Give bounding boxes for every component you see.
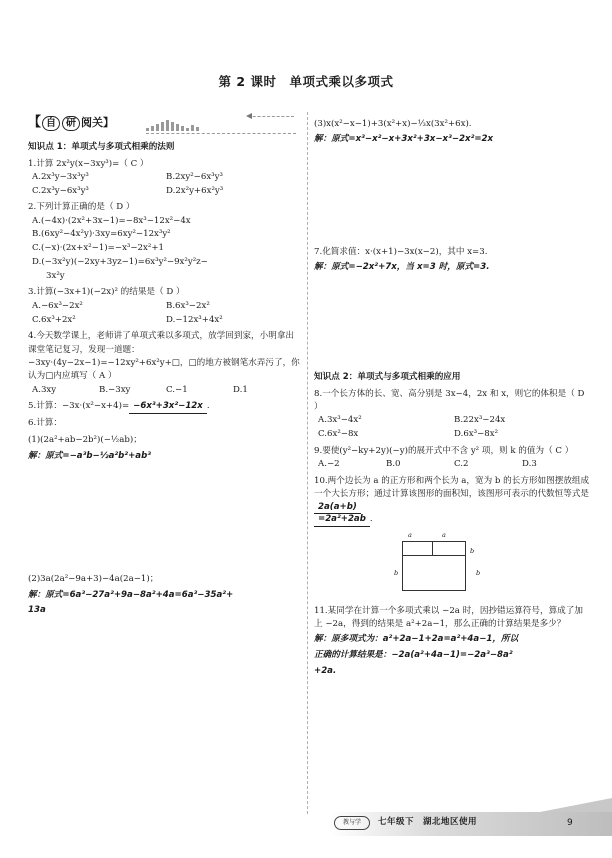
banner-pill-1: 自 <box>42 116 60 131</box>
right-column <box>314 112 590 682</box>
question-3: 3.计算(−3x+1)(−2x)² 的结果是（ D ） A.−6x³−2x² B.6x³−2x² C.6x³+2x² D.−12x³+4x² <box>28 286 300 327</box>
q6-part-1: (1)(2a²+ab−2b²)(−½ab)； <box>28 435 142 446</box>
q9-option-a: A.−2 <box>318 459 340 470</box>
q9-option-b: B.0 <box>386 459 401 470</box>
q4-option-c: C.−1 <box>166 384 188 395</box>
q10-answer-1: 2a(a+b) <box>314 502 361 515</box>
q9-option-d: D.3 <box>522 459 537 470</box>
q6-solution-1: 解：原式=−a³b−½a²b²+ab³ <box>28 450 151 461</box>
question-4: 4.今天数学课上，老师讲了单项式乘以多项式，放学回到家，小明拿出课堂笔记复习，发现一道题：−3xy·(4y−2x−1)=−12xy²+6x²y+□，□的地方被钢笔水弄污了，你认为□内应填写（ A ） A.3xy B.−3xy C.−1 D.1 <box>28 330 300 397</box>
q8-option-b: B.22x³−24x <box>454 415 506 426</box>
q4-option-b: B.−3xy <box>99 384 131 395</box>
q8-option-d: D.6x³−8x² <box>454 429 499 440</box>
banner-badge: 【 自 研 阅关】 <box>28 115 115 130</box>
figure-inner-rectangle <box>402 555 466 556</box>
q2-option-d-cont: 3x²y <box>46 270 65 281</box>
q4-option-a: A.3xy <box>32 384 57 395</box>
q2-option-c: C.(−x)·(2x+x²−1)=−x³−2x²+1 <box>32 243 164 254</box>
question-2: 2.下列计算正确的是（ D ） A.(−4x)·(2x²+3x−1)=−8x³−12x²−4x B.(6xy²−4x²y)·3xy=6xy²−12x³y² C.(−x)·(2x+x²−1)=−x³−2x²+1 D.(−3x²y)(−2xy+3yz−1)=6x³y²−9x²y²z− 3x²y <box>28 201 300 283</box>
q6-part-2: (2)3a(2a²−9a+3)−4a(2a−1)； <box>28 574 159 585</box>
q11-solution-2: 正确的计算结果是：−2a(a²+4a−1)=−2a³−8a² <box>314 650 513 661</box>
question-6: 6.计算： (1)(2a²+ab−2b²)(−½ab)； 解：原式=−a³b−½a²b²+ab³ (2)3a(2a²−9a+3)−4a(2a−1)； 解：原式=6a³−27a²+9a−8a²+4a=6a³−35a²+ 13a <box>28 417 300 618</box>
banner-bars-decoration <box>146 119 201 131</box>
footer-logo: 教与学 <box>334 816 370 830</box>
question-5: 5.计算：−3x·(x²−x+4)= −6x³+3x²−12x . <box>28 400 300 414</box>
q6-solution-2-cont: 13a <box>28 605 46 616</box>
q11-solution-1: 解：原多项式为：a²+2a−1+2a=a²+4a−1，所以 <box>314 634 519 645</box>
left-column <box>28 112 300 621</box>
banner-dashed-line <box>146 133 296 134</box>
question-6-part-3: (3)x(x²−x−1)+3(x²+x)−⅓x(3x²+6x). 解：原式=x³−x²−x+3x²+3x−x³−2x²=2x <box>314 118 590 147</box>
q7-solution: 解：原式=−2x²+7x，当 x=3 时，原式=3. <box>314 262 490 273</box>
q1-option-c: C.2x³y−6x³y³ <box>32 185 89 196</box>
section-heading-2: 知识点 2：单项式与多项式相乘的应用 <box>314 372 461 383</box>
q6-solution-3: 解：原式=x³−x²−x+3x²+3x−x³−2x²=2x <box>314 134 494 145</box>
figure-outer-rectangle <box>402 541 466 591</box>
section-banner <box>28 112 300 134</box>
question-10: 10.两个边长为 a 的正方形和两个长为 a，宽为 b 的长方形如图摆放组成一个大长方形；通过计算该图形的面积知，该图形可表示的代数恒等式是 2a(a+b) =2a²+2ab . a a b b b <box>314 475 590 601</box>
q2-option-a: A.(−4x)·(2x²+3x−1)=−8x³−12x²−4x <box>32 215 191 226</box>
question-1: 1.计算 2x²y(x−3xy³)=（ C ） A.2x³y−3x³y³ B.2xy²−6x³y³ C.2x³y−6x³y³ D.2x²y+6x²y³ <box>28 158 300 199</box>
q10-answer-2: =2a²+2ab <box>314 514 370 527</box>
q3-option-b: B.6x³−2x² <box>166 300 210 311</box>
page-number: 9 <box>567 818 573 828</box>
q2-option-d: D.(−3x²y)(−2xy+3yz−1)=6x³y²−9x²y²z− <box>32 256 208 267</box>
question-11: 11.某同学在计算一个多项式乘以 −2a 时，因抄错运算符号，算成了加上 −2a，得到的结果是 a²+2a−1，那么正确的计算结果是多少？ 解：原多项式为：a²+2a−1+2a=a²+4a−1，所以 正确的计算结果是：−2a(a²+4a−1)=−2a³−8a² +2a. <box>314 605 590 679</box>
footer-corner-decoration <box>540 798 612 812</box>
figure-divider <box>432 541 433 555</box>
page-title: 第 2 课时 单项式乘以多项式 <box>218 74 394 89</box>
q1-option-a: A.2x³y−3x³y³ <box>32 171 89 182</box>
q2-option-b: B.(6xy²−4x²y)·3xy=6xy²−12x³y² <box>32 229 171 240</box>
q1-option-d: D.2x²y+6x²y³ <box>166 185 224 196</box>
q3-option-a: A.−6x³−2x² <box>32 300 83 311</box>
banner-pill-2: 研 <box>62 116 80 131</box>
question-8: 8.一个长方体的长、宽、高分别是 3x−4，2x 和 x，则它的体积是（ D ） A.3x³−4x² B.22x³−24x C.6x²−8x D.6x³−8x² <box>314 388 590 442</box>
q5-answer: −6x³+3x²−12x <box>129 401 207 414</box>
q6-solution-2: 解：原式=6a³−27a²+9a−8a²+4a=6a³−35a²+ <box>28 589 234 600</box>
question-9: 9.要使(y²−ky+2y)(−y)的展开式中不含 y² 项，则 k 的值为（ C ） A.−2 B.0 C.2 D.3 <box>314 445 590 472</box>
q8-option-a: A.3x³−4x² <box>318 415 362 426</box>
page-footer <box>0 808 612 838</box>
section-heading-1: 知识点 1：单项式与多项式相乘的法则 <box>28 142 175 152</box>
q4-option-d: D.1 <box>233 384 248 395</box>
q3-option-c: C.6x³+2x² <box>32 314 76 325</box>
q1-option-b: B.2xy²−6x³y³ <box>166 171 223 182</box>
q10-figure: a a b b b <box>394 531 514 601</box>
column-divider <box>307 112 308 814</box>
arrow-left-icon <box>248 116 294 126</box>
q8-option-c: C.6x²−8x <box>318 429 359 440</box>
q11-solution-3: +2a. <box>314 665 337 676</box>
footer-text: 七年级下 湖北地区使用 <box>378 817 478 827</box>
question-7: 7.化简求值：x·(x+1)−3x(x−2)，其中 x=3. 解：原式=−2x²+7x，当 x=3 时，原式=3. <box>314 246 590 275</box>
q9-option-c: C.2 <box>454 459 469 470</box>
q3-option-d: D.−12x³+4x² <box>166 314 223 325</box>
